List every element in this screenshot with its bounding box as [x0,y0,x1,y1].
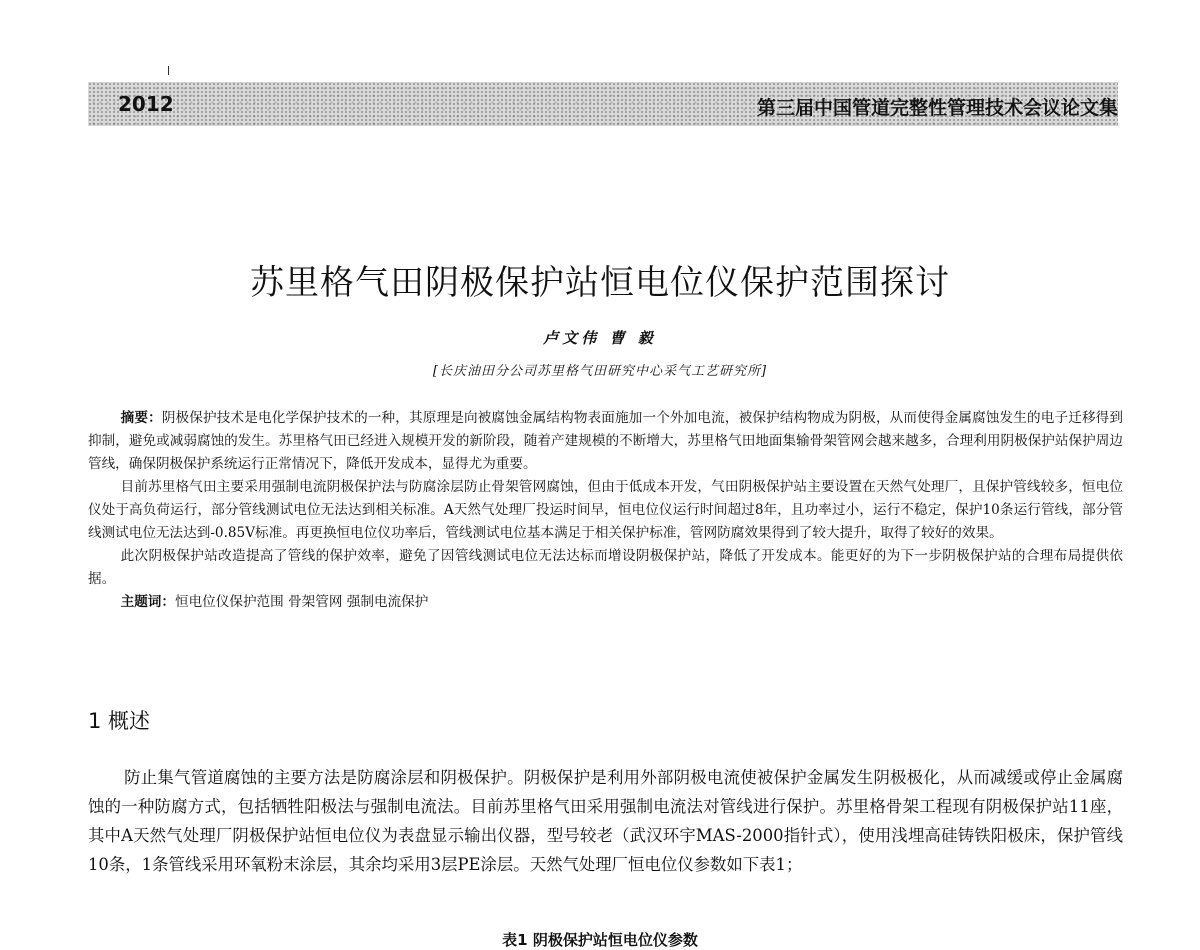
abstract-label: 摘要： [120,410,162,426]
table-caption: 表1 阴极保护站恒电位仪参数 [502,931,698,949]
section-body [88,763,1123,879]
paper-authors: 卢文伟 曹 毅 [543,329,657,347]
keywords-label: 主题词： [120,594,175,610]
keywords-text: 恒电位仪保护范围 骨架管网 强制电流保护 [175,594,429,610]
paper-affiliation: [长庆油田分公司苏里格气田研究中心采气工艺研究所] [432,364,768,379]
section-heading-overview: 1 概述 [88,709,151,733]
abstract-paragraph-2: 目前苏里格气田主要采用强制电流阴极保护法与防腐涂层防止骨架管网腐蚀，但由于低成本开发，气田阴极保护站主要设置在天然气处理厂，且保护管线较多，恒电位仪处于高负荷运行，部分管线测试电位无法达到相关标准。A天然气处理厂投运时间早，恒电位仪运行时间超过8年，且功率过小，运行不稳定，保护10条运行管线，部分管线测试电位无法达到-0.85V标准。再更换恒电位仪功率后，管线测试电位基本满足于相关保护标准，管网防腐效果得到了较大提升，取得了较好的效果。 [88,479,1123,541]
header-conference-title: 第三届中国管道完整性管理技术会议论文集 [756,97,1118,119]
abstract-paragraph-1 [88,407,1123,476]
keywords [88,591,1123,614]
header-year: 2012 [118,92,174,116]
abstract [88,407,1123,614]
paper-title: 苏里格气田阴极保护站恒电位仪保护范围探讨 [250,263,950,303]
scan-mark [168,66,169,75]
overview-paragraph: 防止集气管道腐蚀的主要方法是防腐涂层和阴极保护。阴极保护是利用外部阴极电流使被保护金属发生阴极极化，从而减缓或停止金属腐蚀的一种防腐方式，包括牺牲阳极法与强制电流法。目前苏里格气田采用强制电流法对管线进行保护。苏里格骨架工程现有阴极保护站11座，其中A天然气处理厂阴极保护站恒电位仪为表盘显示输出仪器，型号较老（武汉环宇MAS-2000指针式），使用浅埋高硅铸铁阳极床，保护管线10条，1条管线采用环氧粉末涂层，其余均采用3层PE涂层。天然气处理厂恒电位仪参数如下表1； [88,768,1123,874]
abstract-paragraph-3: 此次阴极保护站改造提高了管线的保护效率，避免了因管线测试电位无法达标而增设阴极保护站，降低了开发成本。能更好的为下一步阴极保护站的合理布局提供依据。 [88,548,1123,587]
abstract-text-1: 阴极保护技术是电化学保护技术的一种，其原理是向被腐蚀金属结构物表面施加一个外加电流，被保护结构物成为阴极，从而使得金属腐蚀发生的电子迁移得到抑制，避免或减弱腐蚀的发生。苏里格气田已经进入规模开发的新阶段，随着产建规模的不断增大，苏里格气田地面集输骨架管网会越来越多，合理利用阴极保护站保护周边管线，确保阴极保护系统运行正常情况下，降低开发成本，显得尤为重要。 [88,410,1123,472]
